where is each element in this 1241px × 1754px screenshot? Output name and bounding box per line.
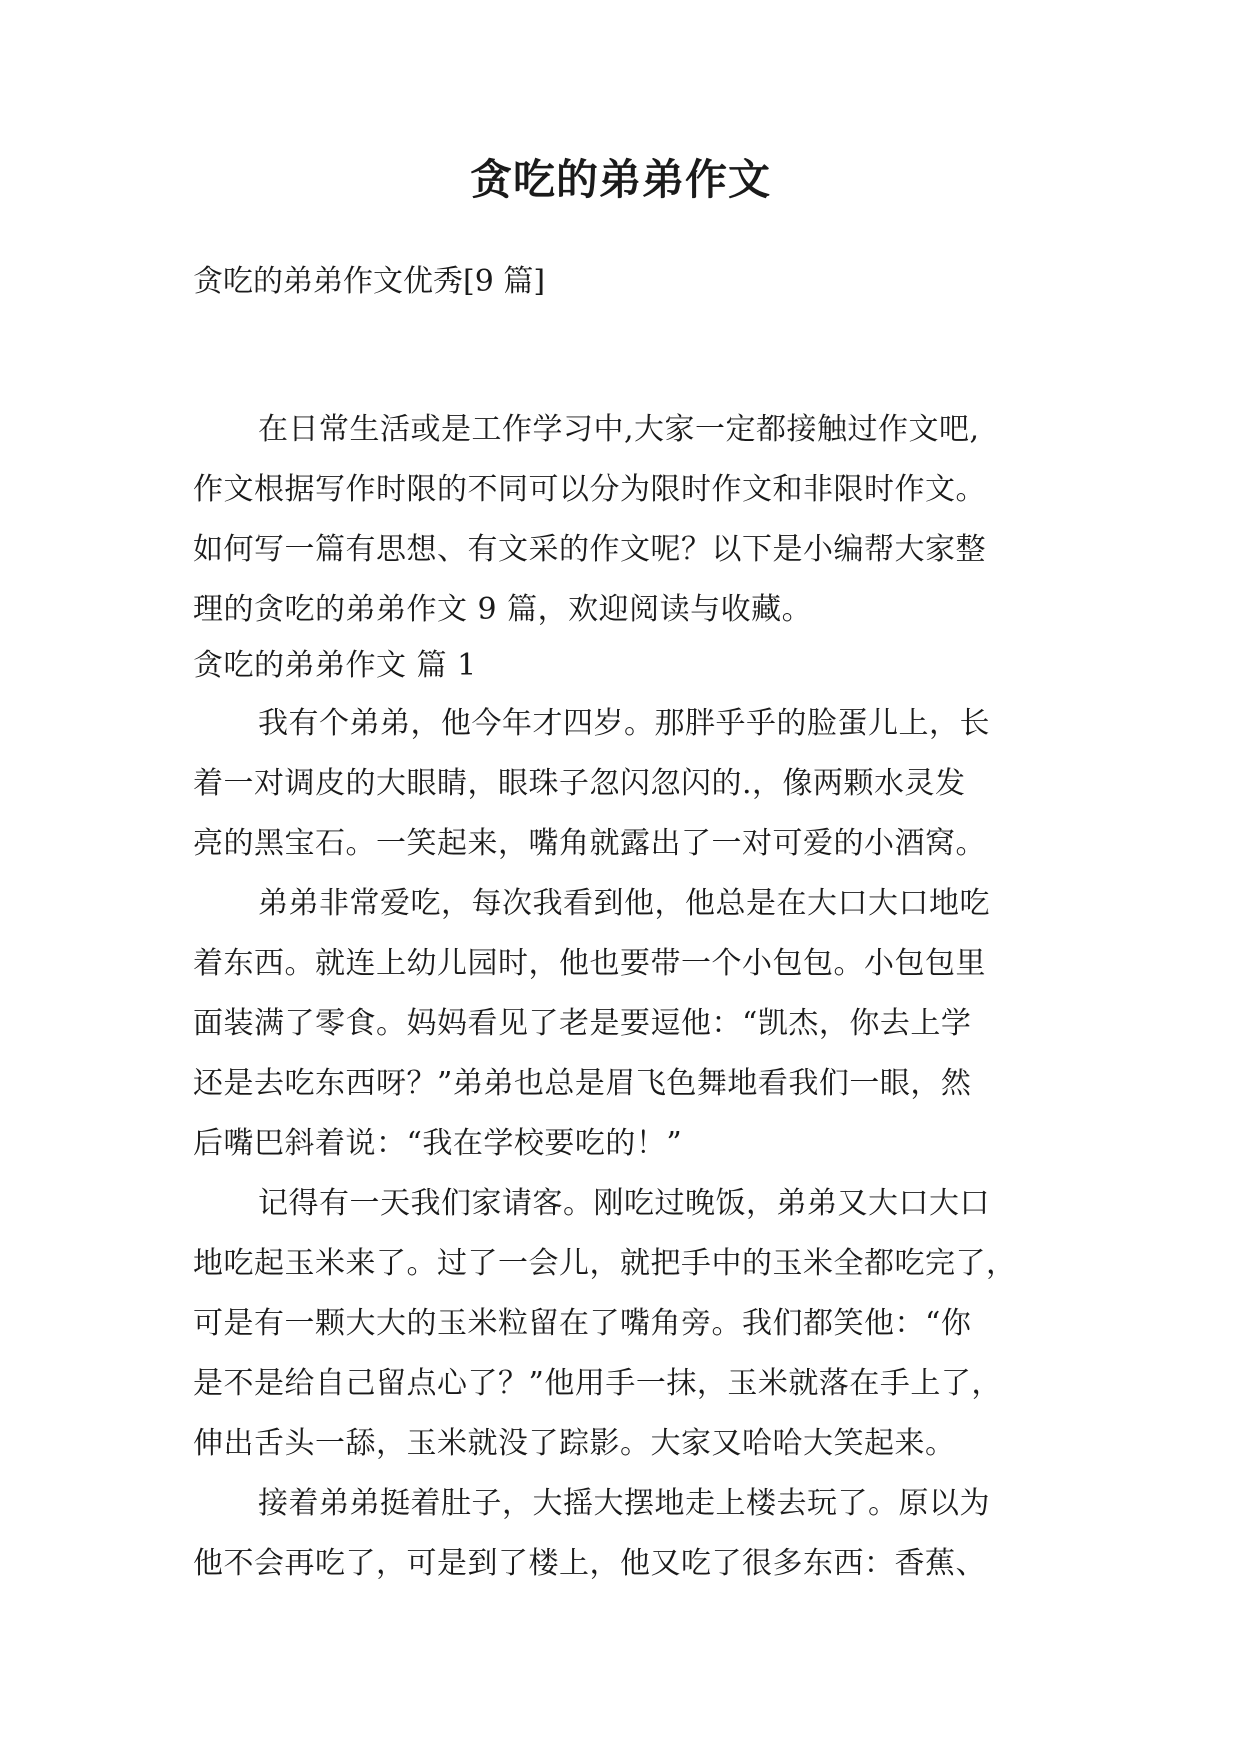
paragraph-line: 着一对调皮的大眼睛，眼珠子忽闪忽闪的.，像两颗水灵发 [193, 766, 966, 801]
paragraph-line: 我有个弟弟，他今年才四岁。那胖乎乎的脸蛋儿上，长 [258, 706, 990, 741]
paragraph-line: 他不会再吃了，可是到了楼上，他又吃了很多东西：香蕉、 [193, 1546, 986, 1581]
paragraph-line: 伸出舌头一舔，玉米就没了踪影。大家又哈哈大笑起来。 [193, 1426, 956, 1461]
paragraph-line: 作文根据写作时限的不同可以分为限时作文和非限时作文。 [193, 472, 986, 507]
section-heading: 贪吃的弟弟作文 篇 1 [193, 648, 477, 683]
paragraph-line: 是不是给自己留点心了？”他用手一抹，玉米就落在手上了， [193, 1366, 1002, 1401]
paragraph-line: 面装满了零食。妈妈看见了老是要逗他：“凯杰，你去上学 [193, 1006, 972, 1041]
paragraph-line: 弟弟非常爱吃，每次我看到他，他总是在大口大口地吃 [258, 886, 990, 921]
paragraph-line: 亮的黑宝石。一笑起来，嘴角就露出了一对可爱的小酒窝。 [193, 826, 986, 861]
paragraph-line: 后嘴巴斜着说：“我在学校要吃的！” [193, 1126, 683, 1161]
document-title: 贪吃的弟弟作文 [469, 155, 771, 204]
paragraph-line: 可是有一颗大大的玉米粒留在了嘴角旁。我们都笑他：“你 [193, 1306, 972, 1341]
paragraph-line: 还是去吃东西呀？”弟弟也总是眉飞色舞地看我们一眼，然 [193, 1066, 972, 1101]
paragraph-line: 地吃起玉米来了。过了一会儿，就把手中的玉米全都吃完了， [193, 1246, 1017, 1281]
paragraph-line: 接着弟弟挺着肚子，大摇大摆地走上楼去玩了。原以为 [258, 1486, 990, 1521]
document-subtitle: 贪吃的弟弟作文优秀[9 篇] [193, 264, 546, 299]
paragraph-line: 记得有一天我们家请客。刚吃过晚饭，弟弟又大口大口 [258, 1186, 990, 1221]
paragraph-line: 在日常生活或是工作学习中,大家一定都接触过作文吧, [258, 412, 980, 447]
paragraph-line: 如何写一篇有思想、有文采的作文呢？以下是小编帮大家整 [193, 532, 986, 567]
paragraph-line: 着东西。就连上幼儿园时，他也要带一个小包包。小包包里 [193, 946, 986, 981]
paragraph-line: 理的贪吃的弟弟作文 9 篇，欢迎阅读与收藏。 [193, 592, 813, 627]
